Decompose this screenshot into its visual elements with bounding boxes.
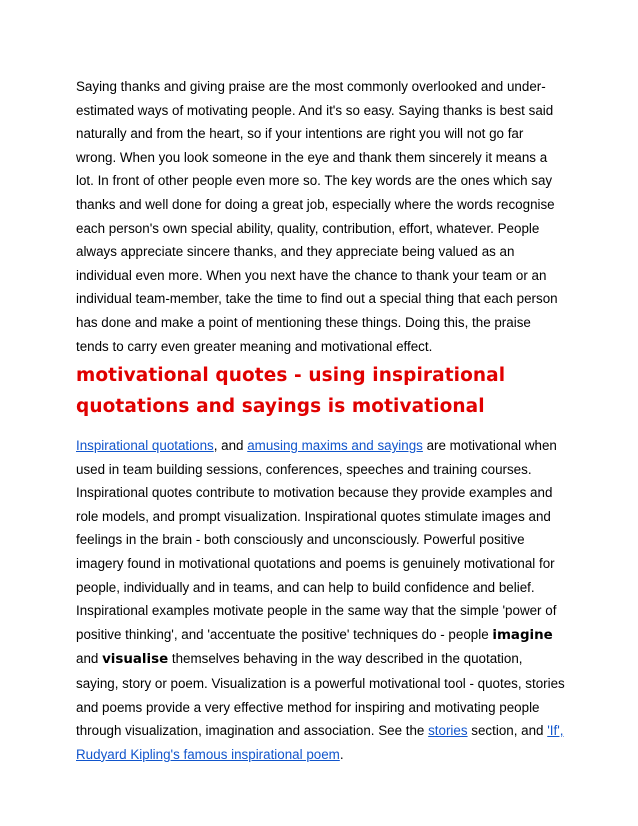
section-heading-line-2: quotations and sayings is motivational — [76, 396, 485, 417]
inspirational-quotations-link[interactable]: Inspirational quotations — [76, 438, 214, 453]
emphasis-imagine: imagine — [492, 627, 553, 643]
quotes-paragraph — [76, 434, 566, 766]
text-segment: themselves behaving in the way described in the quotation, saying, story or poem. Visualization is a powerful motivational tool - quotes, stories and poems provide a very effective method for inspiring and motivating people through visualization, imagination and association. See the — [76, 651, 565, 739]
intro-paragraph: Saying thanks and giving praise are the most commonly overlooked and under-estimated ways of motivating people. And it's so easy. Saying thanks is best said naturally and from the heart, so if your intentions are right you will not go far wrong. When you look someone in the eye and thank them sincerely it means a lot. In front of other people even more so. The key words are the ones which say thanks and well done for doing a great job, especially where the words recognise each person's own special ability, quality, contribution, effort, whatever. People always appreciate sincere thanks, and they appreciate being valued as an individual even more. When you next have the chance to thank your team or an individual team-member, take the time to find out a special thing that each person has done and make a point of mentioning these things. Doing this, the praise tends to carry even greater meaning and motivational effect. — [76, 79, 558, 354]
emphasis-visualise: visualise — [102, 652, 169, 668]
maxims-sayings-link[interactable]: amusing maxims and sayings — [247, 438, 423, 453]
text-segment: section, and — [467, 723, 548, 739]
text-segment: . — [339, 746, 344, 762]
kipling-if-poem-link[interactable]: 'If', Rudyard Kipling's famous inspirational poem — [76, 723, 564, 762]
text-segment: , and — [213, 438, 248, 453]
section-heading — [76, 360, 576, 422]
text-segment: and — [76, 651, 103, 667]
text-segment: are motivational when used in team building sessions, conferences, speeches and training courses. Inspirational quotes contribute to motivation because they provide examples and role models, and prompt visualization. Inspirational quotes stimulate images and feelings in the brain - both consciously and unconsciously. Powerful positive imagery found in motivational quotations and poems is genuinely motivational for people, individually and in teams, and can help to build confidence and belief. Inspirational examples motivate people in the same way that the simple 'power of positive thinking', and 'accentuate the positive' techniques do - people — [76, 438, 557, 642]
section-heading-line-1: motivational quotes - using inspirational — [76, 365, 506, 386]
stories-link[interactable]: stories — [428, 723, 468, 739]
